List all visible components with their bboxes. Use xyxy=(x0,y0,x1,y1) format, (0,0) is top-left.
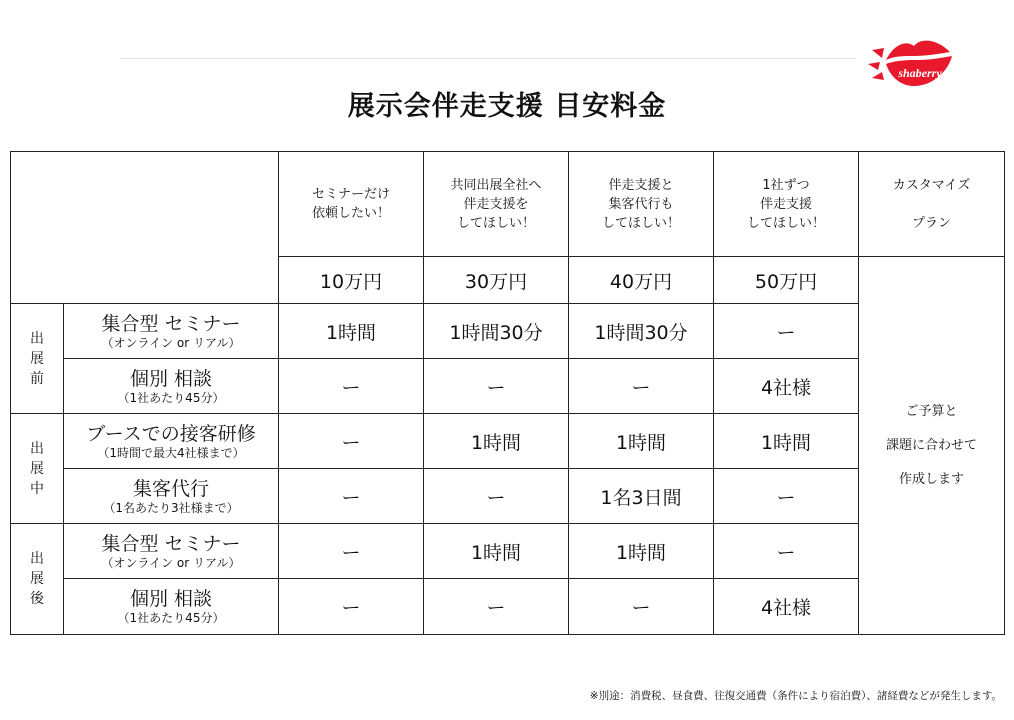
table-row xyxy=(11,524,1005,579)
stage-after-exhibition: 出 展 後 xyxy=(11,524,64,635)
cell-value: ー xyxy=(279,524,424,579)
cell-value: 1時間 xyxy=(424,414,569,469)
price-2: 30万円 xyxy=(424,257,569,304)
table-row xyxy=(11,469,1005,524)
stage-before-exhibition: 出 展 前 xyxy=(11,304,64,414)
plan-header-row xyxy=(11,152,1005,257)
cell-value: ー xyxy=(279,414,424,469)
cell-value: ー xyxy=(714,469,859,524)
cell-value: 1時間 xyxy=(569,414,714,469)
table-row xyxy=(11,414,1005,469)
row-label: 集合型 セミナー （オンライン or リアル） xyxy=(64,304,279,359)
cell-value: ー xyxy=(714,524,859,579)
cell-value: ー xyxy=(424,469,569,524)
fee-table xyxy=(10,151,1005,635)
cell-value: 1時間 xyxy=(424,524,569,579)
plan-name-1: セミナーだけ 依頼したい！ xyxy=(279,152,424,257)
cell-value: 1時間30分 xyxy=(569,304,714,359)
stage-during-exhibition: 出 展 中 xyxy=(11,414,64,524)
cell-value: 1時間 xyxy=(714,414,859,469)
cell-value: 4社様 xyxy=(714,359,859,414)
cell-value: 4社様 xyxy=(714,579,859,635)
logo-text: shaberry xyxy=(898,66,942,80)
cell-value: ー xyxy=(569,579,714,635)
footnote: ※別途：消費税、昼食費、往復交通費（条件により宿泊費）、諸経費などが発生します。 xyxy=(589,690,1002,702)
cell-value: ー xyxy=(424,359,569,414)
row-label: 集客代行 （1名あたり3社様まで） xyxy=(64,469,279,524)
price-4: 50万円 xyxy=(714,257,859,304)
plan-name-custom: カスタマイズ プラン xyxy=(859,152,1005,257)
row-label: 集合型 セミナー （オンライン or リアル） xyxy=(64,524,279,579)
price-3: 40万円 xyxy=(569,257,714,304)
price-1: 10万円 xyxy=(279,257,424,304)
cell-value: ー xyxy=(279,359,424,414)
cell-value: ー xyxy=(279,469,424,524)
cell-value: ー xyxy=(714,304,859,359)
cell-value: 1時間 xyxy=(569,524,714,579)
table-row xyxy=(11,304,1005,359)
corner-cell xyxy=(11,152,279,304)
row-label: 個別 相談 （1社あたり45分） xyxy=(64,579,279,635)
plan-name-4: 1社ずつ 伴走支援 してほしい！ xyxy=(714,152,859,257)
cell-value: 1時間 xyxy=(279,304,424,359)
plan-name-2: 共同出展全社へ 伴走支援を してほしい！ xyxy=(424,152,569,257)
cell-value: ー xyxy=(569,359,714,414)
table-row xyxy=(11,359,1005,414)
page-title: 展示会伴走支援 目安料金 xyxy=(347,91,667,122)
header-divider xyxy=(120,58,856,59)
cell-value: 1名3日間 xyxy=(569,469,714,524)
row-label: ブースでの接客研修 （1時間で最大4社様まで） xyxy=(64,414,279,469)
custom-plan-note: ご予算と 課題に合わせて 作成します xyxy=(859,257,1005,635)
plan-name-3: 伴走支援と 集客代行も してほしい！ xyxy=(569,152,714,257)
cell-value: 1時間30分 xyxy=(424,304,569,359)
row-label: 個別 相談 （1社あたり45分） xyxy=(64,359,279,414)
cell-value: ー xyxy=(424,579,569,635)
cell-value: ー xyxy=(279,579,424,635)
table-row xyxy=(11,579,1005,635)
